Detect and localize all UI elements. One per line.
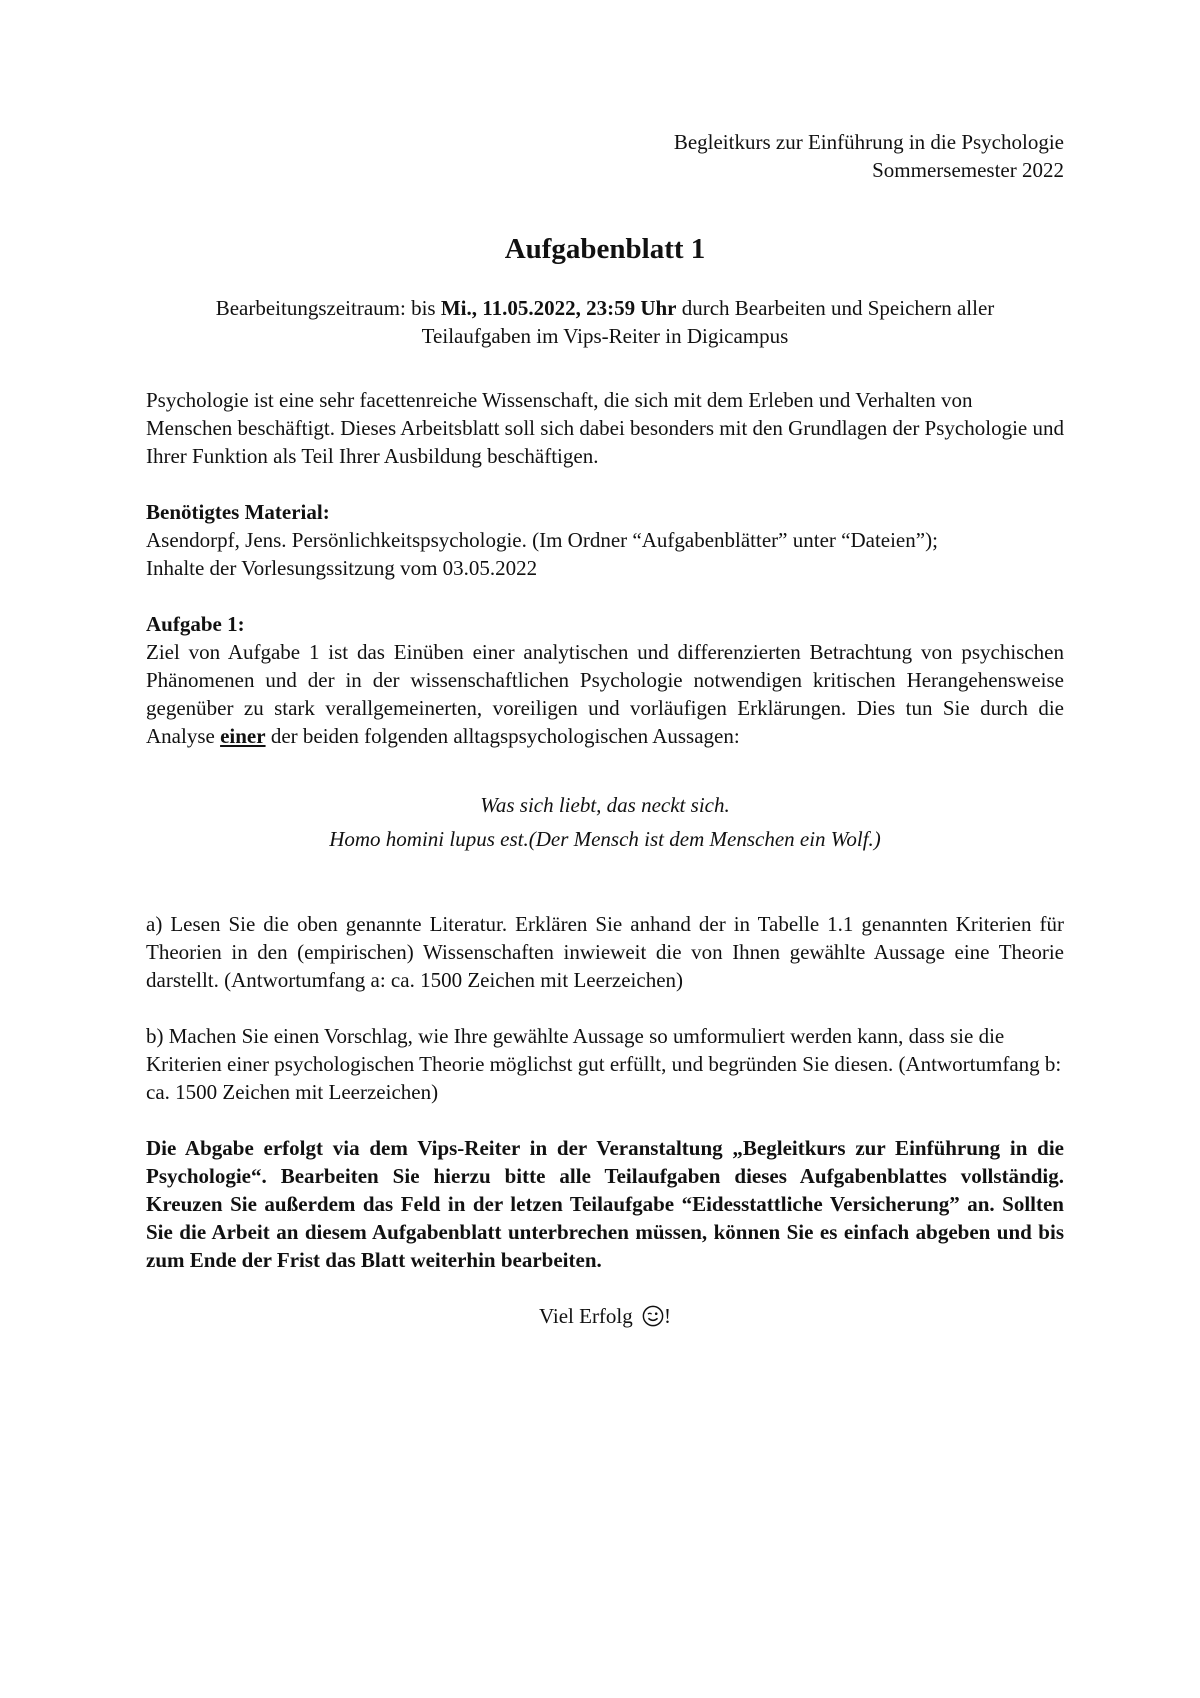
task1-description: [146, 638, 1064, 750]
task1-text-after: der beiden folgenden alltagspsychologischen Aussagen:: [265, 724, 740, 748]
course-name: Begleitkurs zur Einführung in die Psychologie: [673, 130, 1064, 154]
course-header: [146, 128, 1064, 184]
submission-instructions: Die Abgabe erfolgt via dem Vips-Reiter in der Veranstaltung „Begleitkurs zur Einführung in die Psychologie“. Bearbeiten Sie hierzu bitte alle Teilaufgaben dieses Aufgabenblattes vollständig. Kreuzen Sie außerdem das Feld in der letzen Teilaufgabe “Eidesstattliche Versicherung” an. Sollten Sie die Arbeit an diesem Aufgabenblatt unterbrechen müssen, können Sie es einfach abgeben und bis zum Ende der Frist das Blatt weiterhin bearbeiten.: [146, 1136, 1064, 1272]
closing-text: Viel Erfolg: [538, 1304, 633, 1328]
period-line2: Teilaufgaben im Vips-Reiter in Digicampus: [421, 324, 789, 348]
quotes-block: [146, 788, 1064, 856]
intro-paragraph: Psychologie ist eine sehr facettenreiche Wissenschaft, die sich mit dem Erleben und Verhalten von Menschen beschäftigt. Dieses Arbeitsblatt soll sich dabei besonders mit den Grundlagen der Psychologie und Ihrer Funktion als Teil Ihrer Ausbildung beschäftigen.: [146, 388, 1064, 468]
page-title: Aufgabenblatt 1: [504, 233, 706, 265]
document-page: [146, 128, 1064, 1330]
task1-text-before: Ziel von Aufgabe 1 ist das Einüben einer analytischen und differenzierten Betrachtung von psychischen Phänomenen und der in der wissenschaftlichen Psychologie notwendigen kritischen Herangehensweise gegenüber zu stark verallgemeinerten, voreiligen und vorläufigen Erklärungen. Dies tun Sie durch die Analyse: [146, 640, 1064, 748]
task1-part-a: a) Lesen Sie die oben genannte Literatur. Erklären Sie anhand der in Tabelle 1.1 genannten Kriterien für Theorien in den (empirischen) Wissenschaften inwieweit die von Ihnen gewählte Aussage eine Theorie darstellt. (Antwortumfang a: ca. 1500 Zeichen mit Leerzeichen): [146, 912, 1064, 992]
quote-2: Homo homini lupus est.(Der Mensch ist dem Menschen ein Wolf.): [329, 827, 881, 851]
closing-line: [146, 1302, 1064, 1330]
closing-end: !: [664, 1304, 672, 1328]
task1-part-b: b) Machen Sie einen Vorschlag, wie Ihre gewählte Aussage so umformuliert werden kann, dass sie die Kriterien einer psychologischen Theorie möglichst gut erfüllt, und begründen Sie diesen. (Antwortumfang b: ca. 1500 Zeichen mit Leerzeichen): [146, 1024, 1062, 1104]
task1-emphasis: einer: [220, 724, 266, 748]
task1-heading: Aufgabe 1:: [146, 612, 245, 636]
smiley-icon: [642, 1305, 664, 1327]
period-prefix: Bearbeitungszeitraum: bis: [215, 296, 441, 320]
quote-1: Was sich liebt, das neckt sich.: [480, 793, 730, 817]
material-heading: Benötigtes Material:: [146, 500, 330, 524]
material-line1: Asendorpf, Jens. Persönlichkeitspsychologie. (Im Ordner “Aufgabenblätter” unter “Dateien”);: [146, 528, 938, 552]
period-suffix: durch Bearbeiten und Speichern aller: [676, 296, 995, 320]
processing-period: [146, 294, 1064, 350]
deadline: Mi., 11.05.2022, 23:59 Uhr: [440, 296, 677, 320]
semester: Sommersemester 2022: [872, 158, 1064, 182]
material-line2: Inhalte der Vorlesungssitzung vom 03.05.2022: [146, 556, 538, 580]
